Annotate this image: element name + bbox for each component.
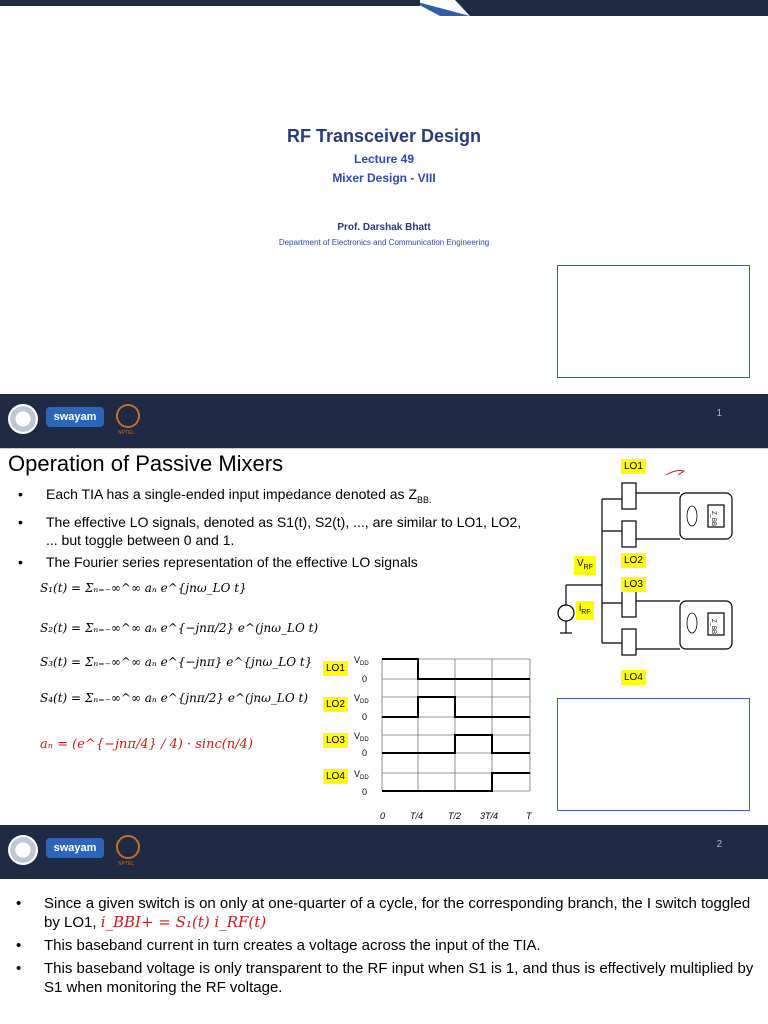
department: Department of Electronics and Communication Engineering bbox=[278, 238, 490, 247]
circuit-lo2-label: LO2 bbox=[621, 553, 646, 568]
top-decor-bar bbox=[0, 0, 768, 16]
slide-footer bbox=[0, 394, 768, 448]
bullet-text: Since a given switch is on only at one-quarter of a cycle, for the corresponding branch, the I switch toggled by LO1, bbox=[44, 895, 751, 931]
nptel-logo-text: NPTEL bbox=[118, 861, 135, 867]
circuit-lo4-label: LO4 bbox=[621, 670, 646, 685]
lo3-label: LO3 bbox=[323, 733, 348, 748]
irf-sub: RF bbox=[581, 609, 591, 616]
vdd-label: $V_{DD}$ bbox=[354, 655, 369, 667]
nptel-logo-text: NPTEL bbox=[118, 430, 135, 436]
page-number: 1 bbox=[716, 408, 722, 419]
nptel-logo bbox=[116, 404, 140, 428]
bullet-text: Each TIA has a single-ended input impedance denoted as Z bbox=[46, 486, 417, 502]
tick-3t4: 3T/4 bbox=[480, 811, 499, 821]
video-placeholder-box bbox=[557, 698, 750, 811]
lecture-number: Lecture 49 bbox=[353, 152, 415, 166]
equation-s2: S₂(t) = Σₙ₌₋∞^∞ aₙ e^{−jnπ/2} e^(jnω_LO t) bbox=[40, 621, 319, 635]
inline-equation: i_BBI+ = S₁(t) i_RF(t) bbox=[100, 913, 267, 931]
bullet-item bbox=[4, 894, 756, 932]
slide-3 bbox=[0, 880, 768, 1024]
lo-waveform-diagram bbox=[320, 649, 540, 825]
nptel-logo bbox=[116, 835, 140, 859]
equation-s1: S₁(t) = Σₙ₌₋∞^∞ aₙ e^{jnω_LO t} bbox=[40, 581, 247, 595]
red-annotation-mark bbox=[666, 471, 684, 476]
bullet-list bbox=[4, 894, 756, 997]
circuit-irf-label bbox=[576, 601, 594, 620]
iit-logo bbox=[8, 404, 38, 434]
lo2-trace bbox=[382, 697, 530, 717]
circuit-lo1-label: LO1 bbox=[621, 459, 646, 474]
slide-1 bbox=[0, 0, 768, 449]
course-title: RF Transceiver Design bbox=[286, 126, 482, 146]
lo3-trace bbox=[382, 735, 530, 753]
tick-t4: T/4 bbox=[410, 811, 424, 821]
video-placeholder-box bbox=[557, 265, 750, 378]
lo2-label: LO2 bbox=[323, 697, 348, 712]
lo4-trace bbox=[382, 773, 530, 791]
bullet-list bbox=[6, 485, 536, 571]
equation-s3: S₃(t) = Σₙ₌₋∞^∞ aₙ e^{−jnπ} e^{jnω_LO t} bbox=[40, 655, 313, 669]
circuit-lo3-label: LO3 bbox=[621, 577, 646, 592]
zero-label: 0 bbox=[362, 787, 368, 797]
lo4-label: LO4 bbox=[323, 769, 348, 784]
zbb-label-top: Z_BB bbox=[710, 511, 716, 527]
bullet-item: • This baseband voltage is only transparent to the RF input when S1 is 1, and thus is effectively multiplied by S1 when monitoring the RF voltage. bbox=[4, 959, 756, 997]
zbb-subscript: BB. bbox=[417, 494, 432, 505]
slide-footer bbox=[0, 825, 768, 879]
vrf-sub: RF bbox=[583, 564, 594, 571]
bullet-item: • This baseband current in turn creates a voltage across the input of the TIA. bbox=[4, 936, 756, 955]
zero-label: 0 bbox=[362, 748, 368, 758]
equation-s4: S₄(t) = Σₙ₌₋∞^∞ aₙ e^{jnπ/2} e^(jnω_LO t) bbox=[40, 691, 309, 705]
lo1-label: LO1 bbox=[323, 661, 348, 676]
vdd-label: $V_{DD}$ bbox=[354, 769, 369, 781]
vdd-label: $V_{DD}$ bbox=[354, 693, 369, 705]
circuit-vrf-label bbox=[574, 556, 596, 575]
irf-text: i bbox=[579, 603, 582, 614]
slide-2 bbox=[0, 449, 768, 879]
slide-title: Operation of Passive Mixers bbox=[8, 451, 284, 476]
iit-logo bbox=[8, 835, 38, 865]
tick-t2: T/2 bbox=[448, 811, 462, 821]
vdd-label: $V_{DD}$ bbox=[354, 731, 369, 743]
swayam-logo: swayam bbox=[46, 838, 104, 858]
bullet-item: • The Fourier series representation of the effective LO signals bbox=[6, 553, 536, 571]
zero-label: 0 bbox=[362, 712, 368, 722]
swayam-logo: swayam bbox=[46, 407, 104, 427]
professor-name: Prof. Darshak Bhatt bbox=[337, 222, 431, 233]
vrf-text: V bbox=[577, 558, 584, 569]
zbb-label-bottom: Z_BB bbox=[710, 619, 716, 635]
page-number: 2 bbox=[716, 839, 722, 850]
lo1-trace bbox=[382, 659, 530, 679]
tick-0: 0 bbox=[380, 811, 386, 821]
lecture-topic: Mixer Design - VIII bbox=[332, 171, 436, 185]
bullet-item: • The effective LO signals, denoted as S1(t), S2(t), ..., are similar to LO1, LO2, ... but toggle between 0 and 1. bbox=[6, 513, 536, 549]
bullet-item bbox=[6, 485, 536, 509]
zero-label: 0 bbox=[362, 674, 368, 684]
tick-t: T bbox=[526, 811, 532, 821]
equation-an: aₙ = (e^{−jnπ/4} / 4) · sinc(n/4) bbox=[40, 737, 253, 752]
